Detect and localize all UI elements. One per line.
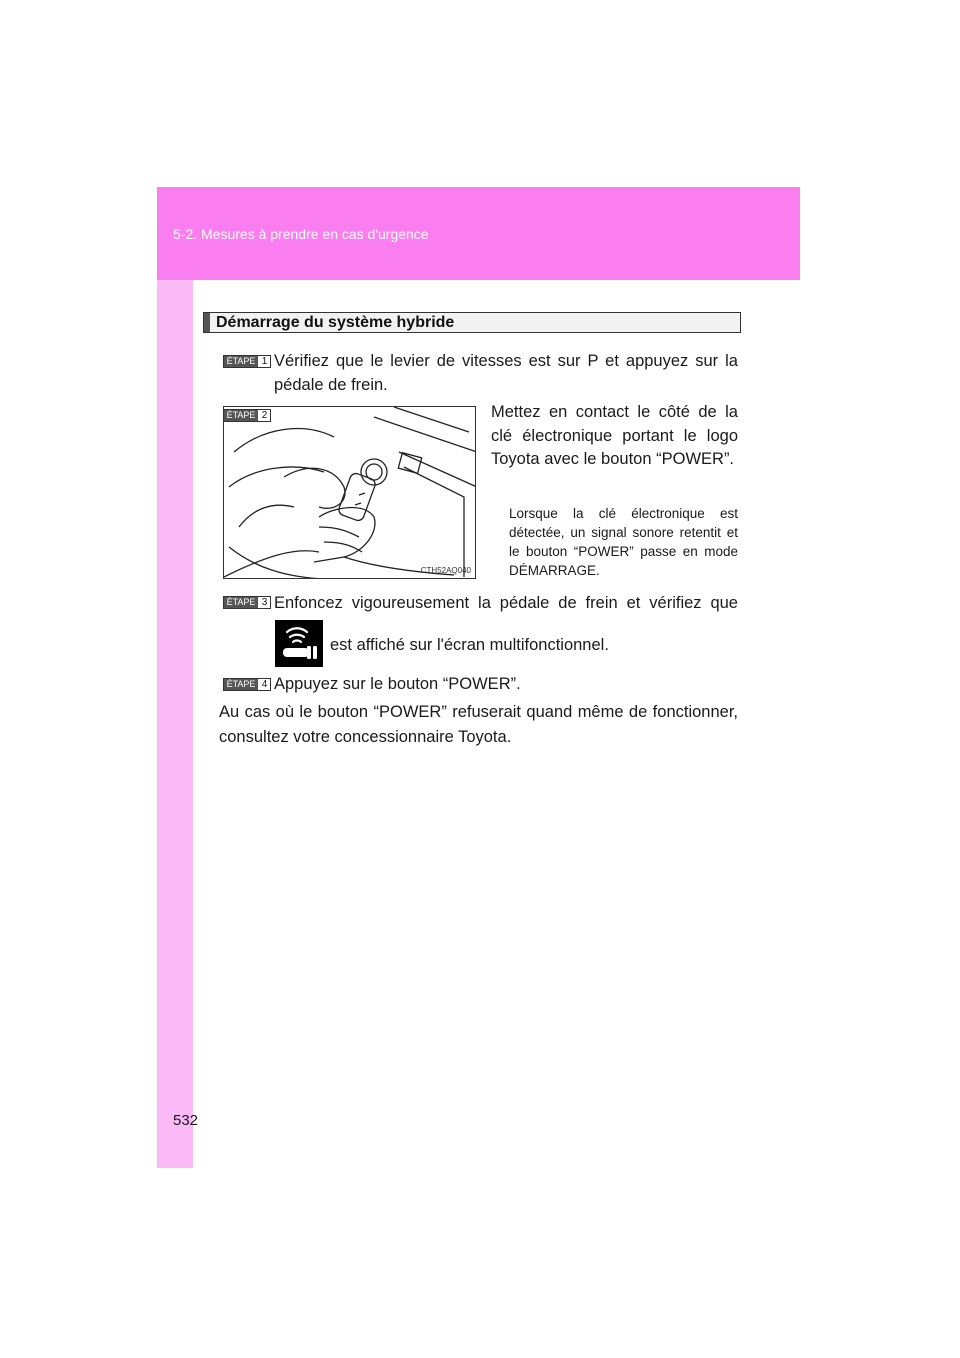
key-wave-indicator-icon xyxy=(275,620,323,667)
step-2-text: Mettez en contact le côté de la clé électronique portant le logo Toyota avec le bouton “POWER”. xyxy=(491,403,738,468)
section-title: Démarrage du système hybride xyxy=(216,314,455,331)
step-3-text-after: est affiché sur l'écran multifonctionnel. xyxy=(330,636,609,654)
hand-key-illustration xyxy=(224,407,476,579)
step-badge-3: ÉTAPE 3 xyxy=(223,596,271,609)
step-1-text: Vérifiez que le levier de vitesses est sur P et appuyez sur la pédale de frein. xyxy=(274,352,738,394)
illustration-code: CTH52AQ040 xyxy=(420,566,471,575)
side-band xyxy=(157,280,193,1168)
step-3-text-before: Enfoncez vigoureusement la pédale de frein et vérifiez que xyxy=(274,594,738,612)
closing-text: Au cas où le bouton “POWER” refuserait quand même de fonctionner, consultez votre concessionnaire Toyota. xyxy=(219,703,738,746)
step-badge-4: ÉTAPE 4 xyxy=(223,678,271,691)
illustration xyxy=(223,406,476,579)
step-4-text: Appuyez sur le bouton “POWER”. xyxy=(274,675,521,693)
step-badge-2: ÉTAPE 2 xyxy=(223,409,271,422)
step-2-note: Lorsque la clé électronique est détectée, un signal sonore retentit et le bouton “POWER” passe en mode DÉMARRAGE. xyxy=(509,506,738,578)
step-badge-1: ÉTAPE 1 xyxy=(223,355,271,368)
page-number: 532 xyxy=(173,1112,199,1129)
section-label: 5-2. Mesures à prendre en cas d'urgence xyxy=(173,226,429,242)
section-title-box xyxy=(203,312,741,333)
